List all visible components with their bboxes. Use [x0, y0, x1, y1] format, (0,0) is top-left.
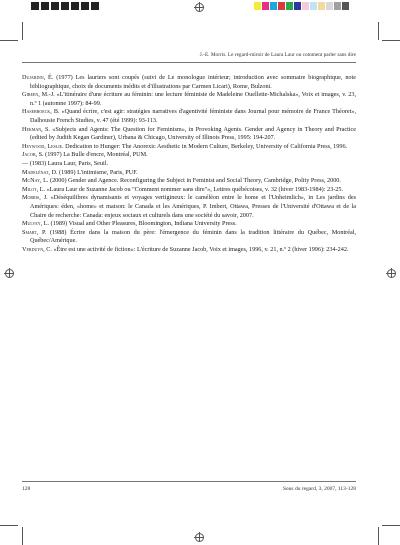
entry-text: (1997) La Bulle d'encre, Montréal, PUM. [43, 151, 148, 159]
entry-author: McNay, L. [22, 177, 49, 185]
crop-mark [0, 40, 18, 41]
entry-text: (1989) Visual and Other Pleasures, Bloomington, Indiana University Press. [49, 220, 237, 228]
page-number: 128 [22, 486, 31, 492]
bibliography-list [22, 74, 356, 254]
entry-text: — (1983) Laura Laur, Paris, Seuil. [22, 159, 109, 167]
color-swatch [278, 2, 285, 10]
crop-mark [378, 527, 379, 545]
registration-mark [194, 2, 204, 12]
bibliography-entry [22, 74, 356, 91]
bibliography-entry [22, 151, 356, 160]
color-swatch [254, 2, 261, 10]
registration-mark [386, 268, 396, 278]
bibliography-entry [22, 186, 356, 195]
entry-text: «Subjects and Agents: The Question for Feminism», in Provoking Agents. Gender and Agency in Theory and Practice (edited by Judith Kegan Gardiner), Urbana & Chicago, University of Illinois Press, 1995: 194-207. [30, 125, 356, 142]
bibliography-entry [22, 108, 356, 125]
entry-text: Dedication to Hunger: The Anorexic Aesthetic in Modern Culture, Berkeley, University of California Press, 1996. [63, 142, 348, 150]
registration-block [91, 2, 99, 10]
registration-block [81, 2, 89, 10]
entry-text: «L'itinéraire d'une écriture au féminin: une lecture féministe de Madeleine Ouellette-Michalska», Voix et images, v. 23, n.º 1 (automne 1997): 84-99. [30, 91, 356, 107]
color-swatch [270, 2, 277, 10]
crop-mark [22, 527, 23, 545]
entry-author: Smart, P. [22, 228, 47, 236]
color-swatch [334, 2, 341, 10]
color-swatch [286, 2, 293, 10]
bibliography-entry [22, 160, 356, 169]
entry-author: Heywood, Leslie. [22, 142, 64, 150]
entry-author: Mulvey, L. [22, 220, 50, 228]
entry-text: (2000) Gender and Agence. Reconfiguring the Subject in Feminist and Social Theory, Cambridge, Polity Press, 2000. [48, 177, 341, 185]
registration-block [51, 2, 59, 10]
crop-mark [0, 525, 18, 526]
bibliography-entry [22, 194, 356, 220]
entry-text: (1988) Écrire dans la maison du père: l'émergence du féminin dans la tradition littéraire du Québec, Montréal, Québec/Amérique. [30, 228, 357, 245]
entry-text: (1989) L'intimisme, Paris, PUF. [57, 168, 138, 176]
bibliography-entry [22, 220, 356, 229]
entry-author: Gibeen, M.-J. [22, 91, 55, 99]
registration-mark [194, 532, 204, 542]
crop-mark [382, 40, 400, 41]
footer-rule [22, 481, 356, 482]
bibliography-entry [22, 169, 356, 178]
color-swatch [326, 2, 333, 10]
registration-block [71, 2, 79, 10]
entry-author: Hasebroeck, B. [22, 108, 60, 116]
registration-block [31, 2, 39, 10]
color-swatch [294, 2, 301, 10]
bibliography-entry [22, 246, 356, 255]
color-swatch [342, 2, 349, 10]
bibliography-entry [22, 177, 356, 186]
printer-color-bar [0, 0, 400, 16]
entry-text: (1977) Les lauriers sont coupés (suivi de Le monologue intérieur; introduction avec sommaire biographique, note bibliographique, choix de documents inédits et d'illustrations par Carmen Licari), Rome, Bulzoni. [30, 74, 356, 90]
crop-mark [382, 525, 400, 526]
entry-text: «Laura Laur de Suzanne Jacob ou "Comment nommer sans dire"», Lettres québécoises, v. 32 (hiver 1983-1984): 23-25. [45, 185, 343, 193]
registration-block [41, 2, 49, 10]
color-swatch [302, 2, 309, 10]
color-swatch [262, 2, 269, 10]
registration-mark [4, 268, 14, 278]
header-rule [22, 62, 356, 63]
entry-author: Hekman, S. [22, 125, 50, 133]
entry-author: Madelénat, D. [22, 168, 58, 176]
entry-author: Dujardin, É. [22, 74, 54, 81]
bibliography-entry [22, 143, 356, 152]
running-head: J.-E. Morris. Le regard-miroir de Laura Laur ou comment parler sans dire [199, 52, 356, 58]
crop-mark [22, 22, 23, 40]
crop-mark [378, 22, 379, 40]
journal-citation: Sous du regard, 3, 2007, 113-128 [282, 486, 356, 492]
entry-text: «Être est une activité de fiction»: L'écriture de Suzanne Jacob, Voix et images, 1996, v. 21, n.º 2 (hiver 1996): 234-242. [51, 245, 349, 253]
bibliography-entry [22, 229, 356, 246]
entry-author: Verduyn, C. [22, 245, 52, 253]
color-swatch [318, 2, 325, 10]
entry-author: Morris, J. [22, 194, 48, 202]
bibliography-entry [22, 126, 356, 143]
color-swatch [310, 2, 317, 10]
entry-author: Milot, L. [22, 185, 46, 193]
entry-text: «Quand écrire, c'est agir: stratégies narratives d'agentivité féministe dans Journal pour mémoire de France Théoret», Dalhousie French Studies, v. 47 (été 1999): 93-113. [30, 108, 356, 124]
entry-text: «Déséquilibres dynamisants et voyages vertigineux: le caméléon entre le home et l'Unheimlich», in Les jardins des Amériques: éden, «home» et maison: le Canada et les Amériques, P. Imbert, Ottawa, Presses de l'Université d'Ottawa et de la Chaire de recherche: Canada: enjeux sociaux et culturels dans une société du savoir, 2007. [30, 194, 356, 219]
entry-author: Jacob, S. [22, 151, 44, 159]
bibliography-entry [22, 91, 356, 108]
registration-block [61, 2, 69, 10]
